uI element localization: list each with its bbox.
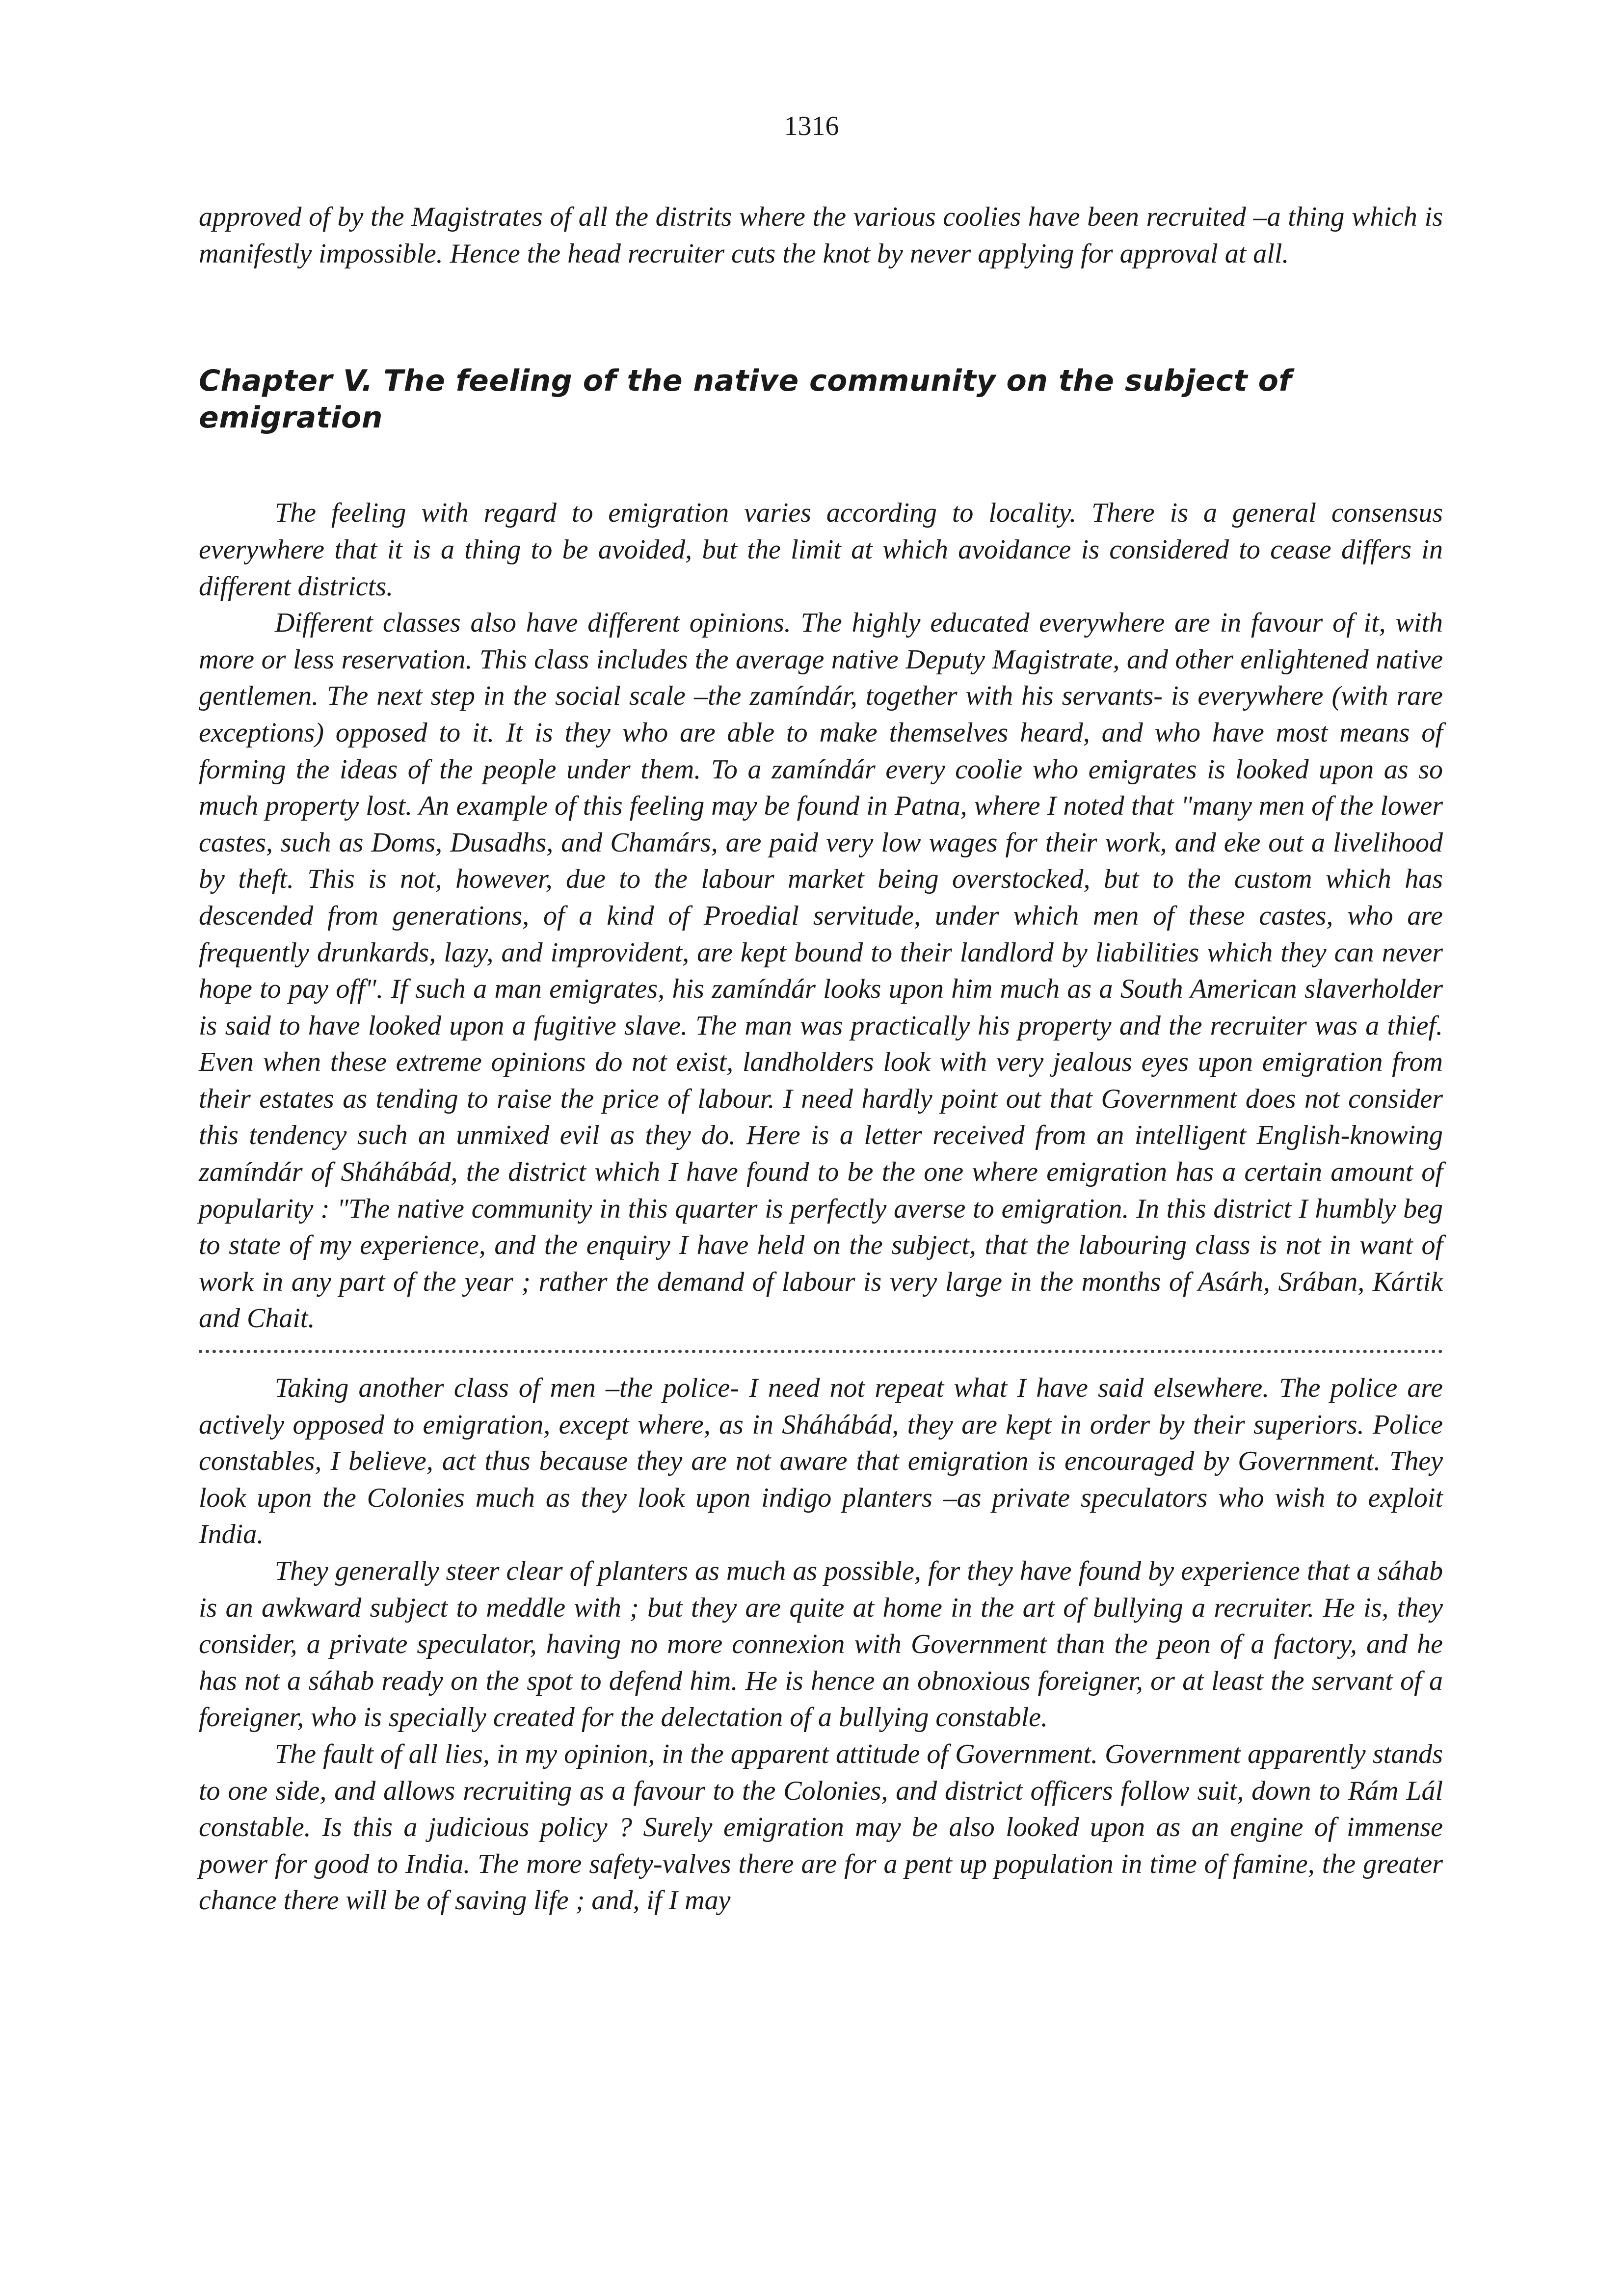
continuation-paragraph: approved of by the Magistrates of all the distrits where the various coolies have been recruited –a thing which is manifestly impossible. Hence the head recruiter cuts the knot by never applying for approval at all.: [199, 202, 1443, 269]
paragraph: The feeling with regard to emigration varies according to locality. There is a general consensus everywhere that it is a thing to be avoided, but the limit at which avoidance is considered to cease differs in different districts.: [199, 498, 1443, 602]
chapter-heading: Chapter V. The feeling of the native community on the subject of emigration: [199, 364, 1292, 435]
paragraph: Different classes also have different opinions. The highly educated everywhere are in favour of it, with more or less reservation. This class includes the average native Deputy Magistrate, and other enlightened native gentlemen. The next step in the social scale –the zamíndár, together with his servants- is everywhere (with rare exceptions) opposed to it. It is they who are able to make themselves heard, and who have most means of forming the ideas of the people under them. To a zamíndár every coolie who emigrates is looked upon as so much property lost. An example of this feeling may be found in Patna, where I noted that "many men of the lower castes, such as Doms, Dusadhs, and Chamárs, are paid very low wages for their work, and eke out a livelihood by theft. This is not, however, due to the labour market being overstocked, but to the custom which has descended from generations, of a kind of Proedial servitude, under which men of these castes, who are frequently drunkards, lazy, and improvident, are kept bound to their landlord by liabilities which they can never hope to pay off". If such a man emigrates, his zamíndár looks upon him much as a South American slaverholder is said to have looked upon a fugitive slave. The man was practically his property and the recruiter was a thief. Even when these extreme opinions do not exist, landholders look with very jealous eyes upon emigration from their estates as tending to raise the price of labour. I need hardly point out that Government does not consider this tendency such an unmixed evil as they do. Here is a letter received from an intelligent English-knowing zamíndár of Sháhábád, the district which I have found to be the one where emigration has a certain amount of popularity : "The native community in this quarter is perfectly averse to emigration. In this district I humbly beg to state of my experience, and the enquiry I have held on the subject, that the labouring class is not in want of work in any part of the year ; rather the demand of labour is very large in the months of Asárh, Srában, Kártik and Chait.: [199, 608, 1443, 1334]
page-number: 1316: [784, 111, 839, 141]
paragraph: The fault of all lies, in my opinion, in the apparent attitude of Government. Government apparently stands to one side, and allows recruiting as a favour to the Colonies, and district officers follow suit, down to Rám Lál constable. Is this a judicious policy ? Surely emigration may be also looked upon as an engine of immense power for good to India. The more safety-valves there are for a pent up population in time of famine, the greater chance there will be of saving life ; and, if I may: [199, 1738, 1443, 1916]
paragraph: They generally steer clear of planters as much as possible, for they have found by experience that a sáhab is an awkward subject to meddle with ; but they are quite at home in the art of bullying a recruiter. He is, they consider, a private speculator, having no more connexion with Government than the peon of a factory, and he has not a sáhab ready on the spot to defend him. He is hence an obnoxious foreigner, or at least the servant of a foreigner, who is specially created for the delectation of a bullying constable.: [199, 1556, 1443, 1733]
paragraph: Taking another class of men –the police- I need not repeat what I have said elsewhere. The police are actively opposed to emigration, except where, as in Sháhábád, they are kept in order by their superiors. Police constables, I believe, act thus because they are not aware that emigration is encouraged by Government. They look upon the Colonies much as they look upon indigo planters –as private speculators who wish to exploit India.: [199, 1373, 1443, 1550]
page-body: [199, 199, 1443, 1919]
ellipsis-divider: [199, 1350, 1443, 1353]
